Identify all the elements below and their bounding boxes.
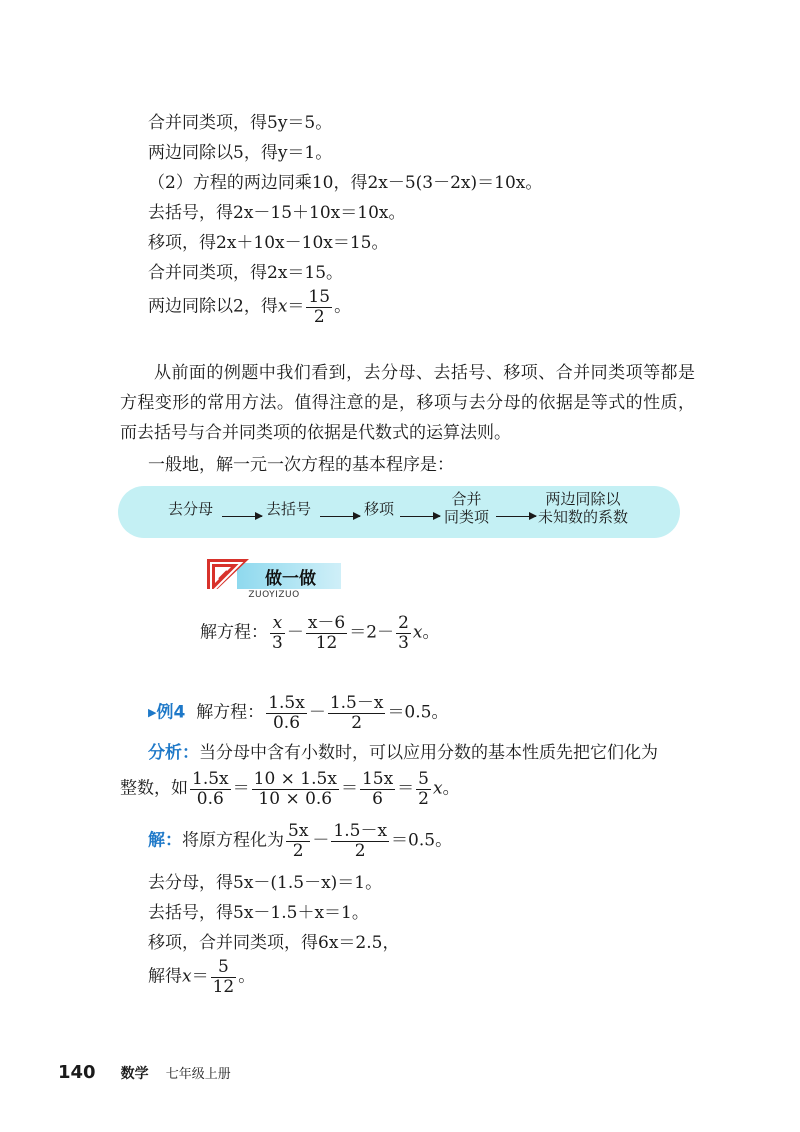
solution-step-2: 两边同除以5，得y＝1。 (148, 143, 333, 163)
procedure-intro: 一般地，解一元一次方程的基本程序是： (148, 455, 454, 475)
flow-step-remove-brackets: 去括号 (266, 500, 312, 518)
summary-text: 从前面的例题中我们看到，去分母、去括号、移项、合并同类项等都是方程变形的常用方法。值得注意的是，移项与去分母的依据是等式的性质，而去括号与合并同类项的依据是代数式的运算法则。 (120, 363, 695, 443)
solution-label: 解： (148, 830, 182, 851)
solution-step-3: （2）方程的两边同乘10，得2x－5(3－2x)＝10x。 (148, 173, 543, 193)
analysis-line-1: 分析：当分母中含有小数时，可以应用分数的基本性质先把它们化为 (148, 743, 658, 763)
flow-step-combine: 合并 同类项 (444, 490, 490, 526)
solution-intro: 解：将原方程化为 $\frac{5x}{2}$ － $\frac{1.5-x}{2}$ ＝0.5。 (148, 821, 453, 861)
summary-paragraph (120, 358, 695, 448)
activity-title: 做一做 (265, 569, 316, 589)
analysis-label: 分析： (148, 743, 199, 763)
solution-step-7: 两边同除以2，得x＝ $\frac{15}{2}$ 。 (148, 287, 352, 327)
flow-step-divide-coefficient: 两边同除以 未知数的系数 (538, 490, 629, 526)
solution-final: 解得x＝ $\frac{5}{12}$ 。 (148, 957, 256, 997)
solution-step-6: 合并同类项，得2x＝15。 (148, 263, 344, 283)
procedure-flowchart (118, 486, 680, 538)
solution-step-4: 去括号，得2x－15＋10x＝10x。 (148, 203, 406, 223)
analysis-line-2: 整数，如 $\frac{1.5x}{0.6}$ ＝ $\frac{10 \times 1.5x}{10 \times 0.6}$ ＝ $\frac{15x}{6}$ ＝ $\frac{5}{2}$ x。 (120, 769, 460, 809)
flow-step-remove-denominator: 去分母 (168, 500, 214, 518)
flow-arrow-icon (400, 516, 440, 517)
subject-label: 数学 (120, 1066, 149, 1082)
solution-step-5: 移项，得2x＋10x－10x＝15。 (148, 233, 389, 253)
flow-arrow-icon (222, 516, 262, 517)
page-number: 140 (58, 1062, 96, 1083)
solution-step-1: 合并同类项，得5y＝5。 (148, 113, 333, 133)
flow-arrow-icon (320, 516, 360, 517)
solution-step-b: 去括号，得5x－1.5＋x＝1。 (148, 903, 369, 923)
solution-step-c: 移项，合并同类项，得6x＝2.5， (148, 933, 400, 953)
activity-banner (205, 557, 345, 603)
page-footer (58, 1062, 231, 1083)
activity-subtitle: ZUOYIZUO (207, 589, 341, 601)
exercise-equation: 解方程： $\frac{x}{3}$ － $\frac{x-6}{12}$ ＝2－ $\frac{2}{3}$ x。 (200, 613, 440, 653)
book-label: 七年级上册 (165, 1067, 231, 1082)
flow-arrow-icon (496, 516, 536, 517)
solution-step-a: 去分母，得5x－(1.5－x)＝1。 (148, 873, 383, 893)
example-4: ▸例4 解方程： $\frac{1.5x}{0.6}$ － $\frac{1.5-x}{2}$ ＝0.5。 (148, 693, 449, 733)
flow-step-transpose: 移项 (364, 500, 395, 518)
example-label: ▸例4 (148, 702, 186, 723)
